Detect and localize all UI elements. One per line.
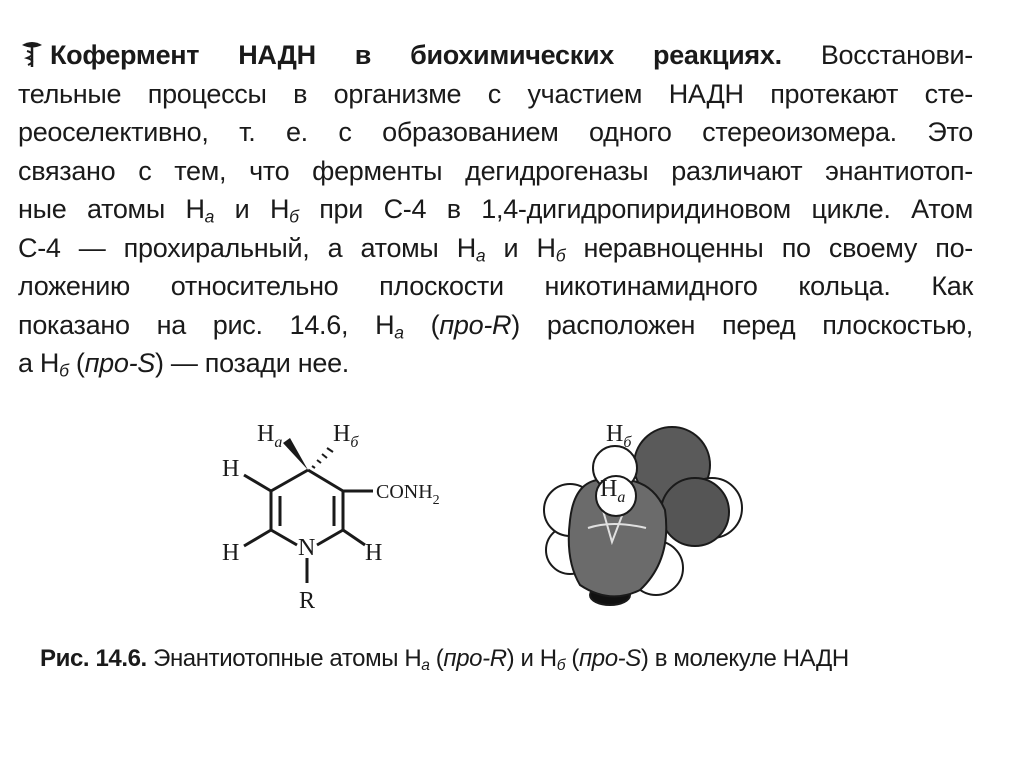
paragraph-line: С-4 — прохиральный, а атомы $Н_а$ и $Н_б$ неравноценны по своему по- (18, 232, 973, 265)
atom-n: N (298, 535, 316, 561)
figure-caption: Рис. 14.6. Энантиотопные атомы $Н_а$ (про-R) и $Н_б$ (про-S) в молекуле НАДН (40, 645, 849, 674)
group-conh2: $CONH_2$ (376, 481, 440, 508)
paragraph-line: ложению относительно плоскости никотинамидного кольца. Как (18, 271, 973, 301)
model-atom-ha: $H_a$ (600, 476, 626, 506)
paragraph-line: тельные процессы в организме с участием НАДН протекают сте- (18, 78, 973, 109)
atom-h-left-bottom: H (222, 540, 240, 566)
atom-hb: $H_б$ (333, 421, 359, 451)
paragraph-line: реоселективно, т. е. с образованием одного стереоизомера. Это (18, 117, 973, 147)
main-paragraph (18, 36, 973, 383)
atom-ha: $H_a$ (257, 421, 283, 451)
atom-r: R (299, 588, 316, 614)
paragraph-line: Кофермент НАДН в биохимических реакциях. Восстанови- (18, 36, 973, 75)
paragraph-line: связано с тем, что ферменты дегидрогеназы различают энантиотоп- (18, 155, 973, 186)
model-atom-hb: $H_б$ (606, 421, 632, 451)
figure (0, 400, 1024, 640)
paragraph-line: показано на рис. 14.6, $Н_а$ (про-R) расположен перед плоскостью, (18, 309, 973, 342)
paragraph-heading: Кофермент НАДН в биохимических реакциях. (50, 40, 782, 70)
paragraph-line: а $Н_б$ (про-S) — позади нее. (18, 348, 349, 381)
atom-h-left-top: H (222, 456, 240, 482)
caduceus-icon (18, 40, 46, 68)
paragraph-line: ные атомы $Н_а$ и $Н_б$ при С-4 в 1,4-дигидропиридиновом цикле. Атом (18, 194, 973, 227)
atom-h-right-bottom: H (365, 540, 383, 566)
space-filling-model (544, 427, 742, 605)
structural-formula (244, 438, 373, 583)
